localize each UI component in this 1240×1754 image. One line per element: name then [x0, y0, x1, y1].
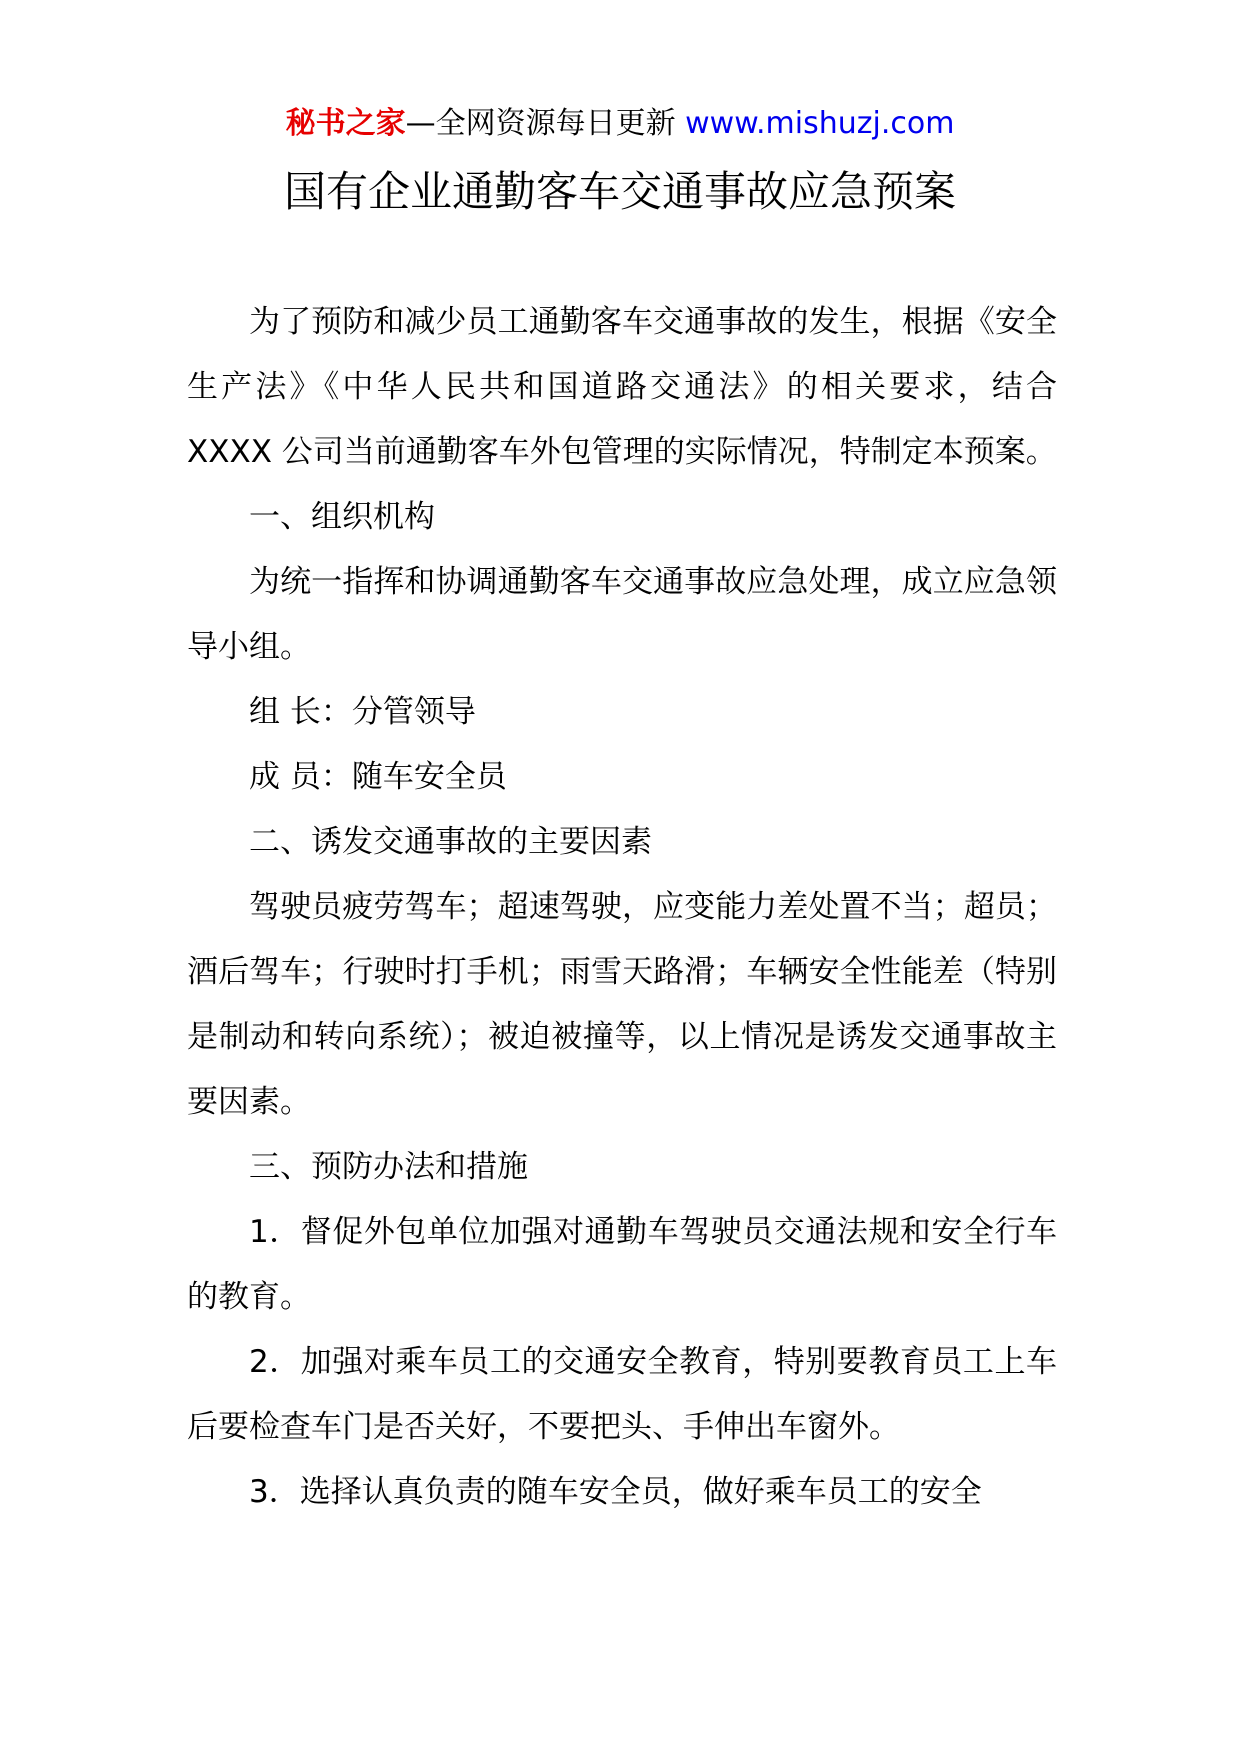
- document-title: 国有企业通勤客车交通事故应急预案: [283, 167, 956, 216]
- intro-paragraph: 为了预防和减少员工通勤客车交通事故的发生，根据《安全生产法》《中华人民共和国道路交通法》的相关要求，结合 XXXX 公司当前通勤客车外包管理的实际情况，特制定本预案。: [187, 304, 1057, 470]
- measure-item-3: 3．选择认真负责的随车安全员，做好乘车员工的安全: [249, 1474, 982, 1510]
- section-heading-organization: 一、组织机构: [249, 499, 435, 535]
- organization-paragraph: 为统一指挥和协调通勤客车交通事故应急处理，成立应急领导小组。: [187, 564, 1057, 665]
- measure-item-1: 1．督促外包单位加强对通勤车驾驶员交通法规和安全行车的教育。: [187, 1214, 1057, 1315]
- measure-item-2: 2．加强对乘车员工的交通安全教育，特别要教育员工上车后要检查车门是否关好，不要把头、手伸出车窗外。: [187, 1344, 1057, 1445]
- site-url-link[interactable]: www.mishuzj.com: [685, 106, 955, 141]
- document-body: [187, 290, 1057, 1525]
- section-heading-measures: 三、预防办法和措施: [249, 1149, 528, 1185]
- section-heading-factors: 二、诱发交通事故的主要因素: [249, 824, 652, 860]
- site-slogan: —全网资源每日更新: [405, 106, 676, 141]
- team-leader-line: 组 长：分管领导: [249, 694, 476, 730]
- site-name: 秘书之家: [285, 106, 406, 141]
- team-member-line: 成 员：随车安全员: [249, 759, 507, 795]
- site-banner: [0, 98, 1240, 150]
- factors-paragraph: 驾驶员疲劳驾车；超速驾驶，应变能力差处置不当；超员；酒后驾车；行驶时打手机；雨雪天路滑；车辆安全性能差（特别是制动和转向系统）；被迫被撞等，以上情况是诱发交通事故主要因素。: [187, 889, 1057, 1120]
